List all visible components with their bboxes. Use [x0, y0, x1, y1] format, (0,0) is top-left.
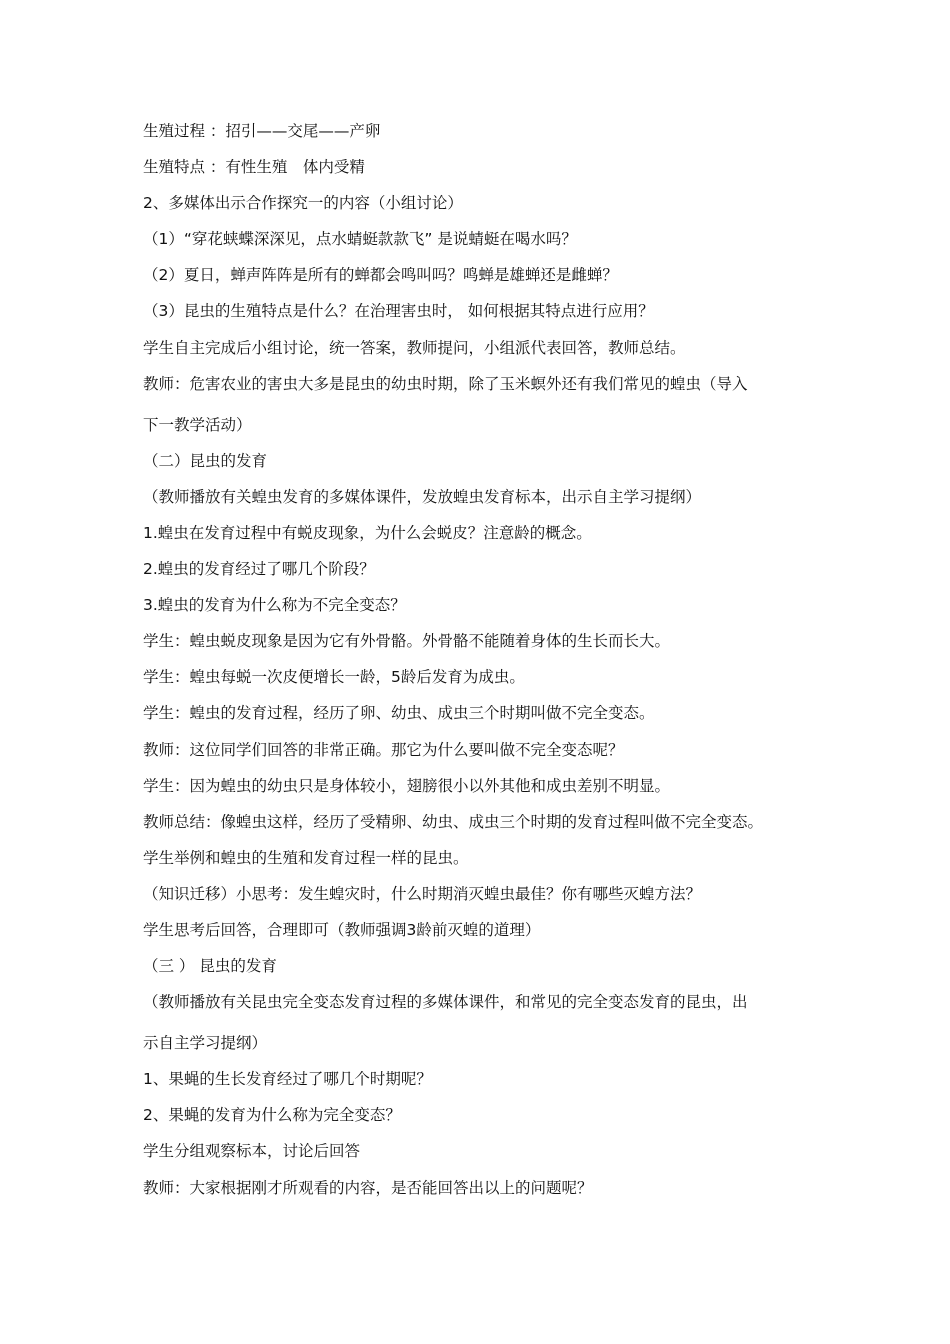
text-line: （3）昆虫的生殖特点是什么？在治理害虫时， 如何根据其特点进行应用？ — [143, 302, 654, 321]
text-line: （1）“穿花蛱蝶深深见，点水蜻蜓款款飞” 是说蜻蜓在喝水吗？ — [143, 230, 577, 249]
text-line: （知识迁移）小思考：发生蝗灾时，什么时期消灭蝗虫最佳？你有哪些灭蝗方法？ — [143, 884, 702, 903]
text-line: （2）夏日，蝉声阵阵是所有的蝉都会鸣叫吗？鸣蝉是雄蝉还是雌蝉？ — [143, 266, 618, 285]
text-line: 2、多媒体出示合作探究一的内容（小组讨论） — [143, 194, 463, 213]
text-line: 学生分组观察标本，讨论后回答 — [143, 1142, 361, 1161]
text-line: 教师：这位同学们回答的非常正确。那它为什么要叫做不完全变态呢？ — [143, 740, 624, 759]
section-heading: （二）昆虫的发育 — [143, 451, 268, 470]
text-line: 学生：蝗虫每蜕一次皮便增长一龄，5龄后发育为成虫。 — [143, 668, 525, 687]
text-line: 示自主学习提纲） — [143, 1034, 268, 1053]
text-line: 教师：大家根据刚才所观看的内容，是否能回答出以上的问题呢？ — [143, 1178, 593, 1197]
text-line: 3.蝗虫的发育为什么称为不完全变态？ — [143, 596, 406, 615]
text-line: 学生：因为蝗虫的幼虫只是身体较小，翅膀很小以外其他和成虫差别不明显。 — [143, 776, 671, 795]
text-line: 生殖特点 ：有性生殖 体内受精 — [143, 158, 365, 177]
text-line: 2、果蝇的发育为什么称为完全变态？ — [143, 1106, 401, 1125]
text-line: 1.蝗虫在发育过程中有蜕皮现象，为什么会蜕皮？注意龄的概念。 — [143, 523, 592, 542]
text-line: 2.蝗虫的发育经过了哪几个阶段？ — [143, 560, 375, 579]
text-line: 生殖过程 ：招引——交尾——产卵 — [143, 122, 381, 140]
text-line: 学生自主完成后小组讨论，统一答案，教师提问，小组派代表回答，教师总结。 — [143, 338, 686, 357]
text-line: 下一教学活动） — [143, 415, 252, 434]
text-line: （教师播放有关昆虫完全变态发育过程的多媒体课件，和常见的完全变态发育的昆虫，出 — [143, 993, 748, 1012]
text-line: （教师播放有关蝗虫发育的多媒体课件，发放蝗虫发育标本，出示自主学习提纲） — [143, 487, 702, 506]
section-heading: （三 ） 昆虫的发育 — [143, 957, 277, 976]
text-line: 学生：蝗虫的发育过程，经历了卵、幼虫、成虫三个时期叫做不完全变态。 — [143, 704, 655, 723]
text-line: 学生：蝗虫蜕皮现象是因为它有外骨骼。外骨骼不能随着身体的生长而长大。 — [143, 632, 671, 651]
text-line: 教师总结：像蝗虫这样，经历了受精卵、幼虫、成虫三个时期的发育过程叫做不完全变态。 — [143, 812, 764, 831]
document-body — [143, 121, 823, 1214]
text-line: 教师：危害农业的害虫大多是昆虫的幼虫时期，除了玉米螟外还有我们常见的蝗虫（导入 — [143, 374, 748, 393]
text-line: 学生思考后回答，合理即可（教师强调3龄前灭蝗的道理） — [143, 920, 541, 939]
text-line: 1、果蝇的生长发育经过了哪几个时期呢？ — [143, 1070, 432, 1089]
text-line: 学生举例和蝗虫的生殖和发育过程一样的昆虫。 — [143, 848, 469, 867]
